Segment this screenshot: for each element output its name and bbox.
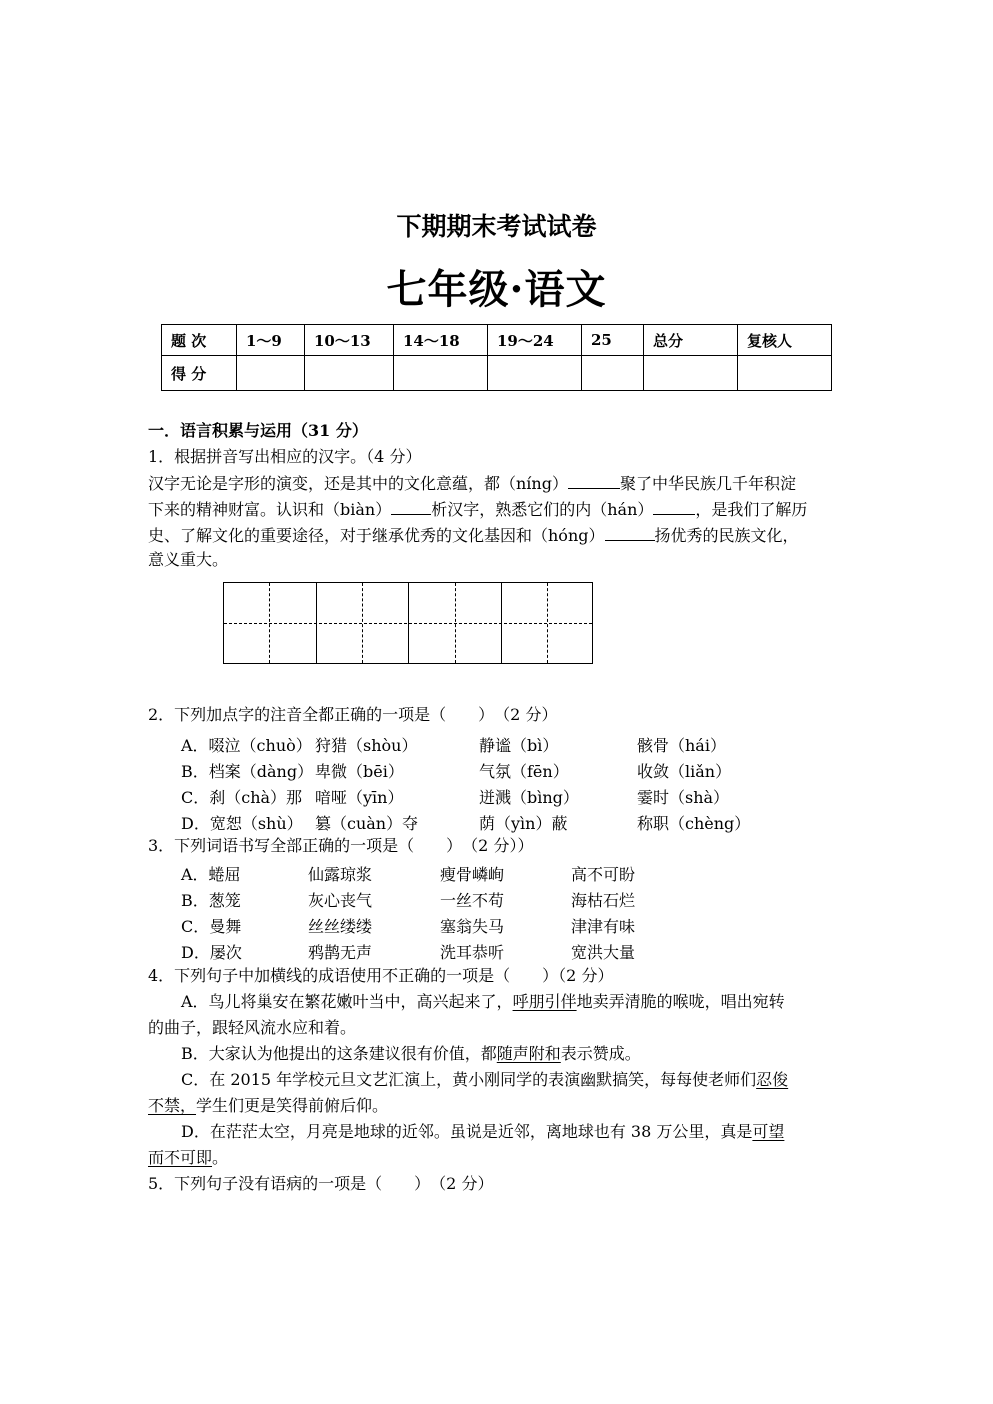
exam-subtitle: 七年级·语文 bbox=[386, 266, 607, 313]
score-cell: 题 次 bbox=[162, 325, 237, 356]
q1-text: ，是我们了解历 bbox=[695, 500, 808, 519]
score-cell: 1～9 bbox=[237, 325, 305, 356]
answer-blank[interactable] bbox=[653, 498, 695, 515]
score-input-cell[interactable] bbox=[237, 356, 305, 391]
option-text: A．鸟儿将巢安在繁花嫩叶当中，高兴起来了， bbox=[181, 992, 513, 1011]
option-item: 卑微（bēi） bbox=[315, 762, 404, 781]
q4-option-c-cont bbox=[148, 1096, 388, 1116]
q1-text: 聚了中华民族几千年积淀 bbox=[619, 474, 796, 493]
underlined-idiom: 可望 bbox=[752, 1122, 785, 1141]
option-item: 骸骨（hái） bbox=[637, 736, 726, 755]
underlined-idiom: 呼朋引伴 bbox=[512, 992, 577, 1011]
writing-grid[interactable] bbox=[223, 582, 593, 664]
score-row-label: 得 分 bbox=[162, 356, 237, 391]
option-item: 收敛（liǎn） bbox=[637, 762, 732, 781]
score-input-cell[interactable] bbox=[738, 356, 832, 391]
score-cell: 复核人 bbox=[738, 325, 832, 356]
option-text: B．大家认为他提出的这条建议很有价值，都 bbox=[181, 1044, 497, 1063]
q1-stem: 1．根据拼音写出相应的汉字。（4 分） bbox=[148, 447, 422, 466]
option-item: D．宽恕（shù） bbox=[181, 814, 303, 833]
option-item: 海枯石烂 bbox=[571, 891, 636, 910]
q5-stem: 5．下列句子没有语病的一项是（ ） （2 分） bbox=[148, 1174, 494, 1193]
option-item: 称职（chèng） bbox=[637, 814, 751, 833]
option-item: B．档案（dàng） bbox=[181, 762, 314, 781]
option-item: 迸溅（bìng） bbox=[479, 788, 579, 807]
q1-line4: 意义重大。 bbox=[148, 550, 229, 569]
answer-blank[interactable] bbox=[568, 472, 620, 489]
option-item: 喑哑（yīn） bbox=[315, 788, 404, 807]
score-cell: 10～13 bbox=[305, 325, 394, 356]
grid-line bbox=[224, 623, 592, 624]
option-text: 。 bbox=[212, 1148, 229, 1167]
answer-blank[interactable] bbox=[391, 498, 431, 515]
option-item: 篡（cuàn）夺 bbox=[315, 814, 419, 833]
score-input-cell[interactable] bbox=[305, 356, 394, 391]
score-cell: 总分 bbox=[644, 325, 738, 356]
option-item: 荫（yìn）蔽 bbox=[479, 814, 568, 833]
exam-title: 下期期末考试试卷 bbox=[396, 212, 597, 241]
option-item: 鸦鹊无声 bbox=[308, 943, 373, 962]
score-table-score-row bbox=[162, 356, 832, 391]
score-input-cell[interactable] bbox=[582, 356, 644, 391]
q1-text: 史、了解文化的重要途径，对于继承优秀的文化基因和（hóng） bbox=[148, 526, 605, 545]
option-item: C．曼舞 bbox=[181, 917, 242, 936]
option-item: 高不可盼 bbox=[571, 865, 636, 884]
option-item: 狩猎（shòu） bbox=[315, 736, 418, 755]
option-text: D．在茫茫太空，月亮是地球的近邻。虽说是近邻，离地球也有 38 万公里，真是 bbox=[181, 1122, 753, 1141]
option-item: 丝丝缕缕 bbox=[308, 917, 373, 936]
q4-stem: 4．下列句子中加横线的成语使用不正确的一项是（ ）（2 分） bbox=[148, 966, 614, 985]
q4-option-d[interactable] bbox=[181, 1122, 784, 1142]
answer-blank[interactable] bbox=[605, 524, 655, 541]
option-item: B．葱笼 bbox=[181, 891, 241, 910]
option-item: 气氛（fēn） bbox=[479, 762, 569, 781]
q3-stem: 3．下列词语书写全部正确的一项是（ ） （2 分）） bbox=[148, 836, 534, 855]
option-item: 仙露琼浆 bbox=[308, 865, 373, 884]
option-item: D．屡次 bbox=[181, 943, 242, 962]
option-text: C．在 2015 年学校元旦文艺汇演上，黄小刚同学的表演幽默搞笑，每每使老师们 bbox=[181, 1070, 757, 1089]
option-text: 学生们更是笑得前俯后仰。 bbox=[196, 1096, 389, 1115]
option-item: 塞翁失马 bbox=[440, 917, 505, 936]
option-item: C．刹（chà）那 bbox=[181, 788, 303, 807]
underlined-idiom: 而不可即 bbox=[148, 1148, 213, 1167]
q4-option-c[interactable] bbox=[181, 1070, 788, 1090]
option-item: A．蜷屈 bbox=[181, 865, 241, 884]
q1-line3 bbox=[148, 524, 799, 546]
q1-text: 汉字无论是字形的演变，还是其中的文化意蕴，都（níng） bbox=[148, 474, 568, 493]
underlined-idiom: 不禁， bbox=[148, 1096, 197, 1115]
q1-line2 bbox=[148, 498, 807, 520]
option-item: 一丝不苟 bbox=[440, 891, 505, 910]
q4-option-a-cont: 的曲子，跟轻风流水应和着。 bbox=[148, 1018, 357, 1037]
underlined-idiom: 忍俊 bbox=[756, 1070, 789, 1089]
score-table-header-row bbox=[162, 325, 832, 356]
score-input-cell[interactable] bbox=[394, 356, 488, 391]
score-cell: 25 bbox=[582, 325, 644, 356]
option-item: 洗耳恭听 bbox=[440, 943, 505, 962]
option-text: 表示赞成。 bbox=[560, 1044, 641, 1063]
option-item: 瘦骨嶙峋 bbox=[440, 865, 505, 884]
score-cell: 14～18 bbox=[394, 325, 488, 356]
option-item: 灰心丧气 bbox=[308, 891, 373, 910]
underlined-idiom: 随声附和 bbox=[496, 1044, 561, 1063]
q2-stem: 2．下列加点字的注音全都正确的一项是（ ） （2 分） bbox=[148, 705, 558, 724]
q1-text: 扬优秀的民族文化， bbox=[654, 526, 799, 545]
q1-line1 bbox=[148, 472, 796, 494]
option-item: 霎时（shà） bbox=[637, 788, 730, 807]
score-input-cell[interactable] bbox=[644, 356, 738, 391]
option-item: A．啜泣（chuò） bbox=[181, 736, 312, 755]
score-cell: 19～24 bbox=[488, 325, 582, 356]
section-heading: 一．语言积累与运用（31 分） bbox=[148, 421, 368, 440]
q4-option-d-cont bbox=[148, 1148, 228, 1168]
option-item: 宽洪大量 bbox=[571, 943, 636, 962]
q4-option-a[interactable] bbox=[181, 992, 785, 1012]
option-item: 静谧（bì） bbox=[479, 736, 559, 755]
q1-text: 析汉字，熟悉它们的内（hán） bbox=[431, 500, 654, 519]
score-table bbox=[161, 324, 832, 391]
q1-text: 下来的精神财富。认识和（biàn） bbox=[148, 500, 392, 519]
q4-option-b[interactable] bbox=[181, 1044, 641, 1064]
score-input-cell[interactable] bbox=[488, 356, 582, 391]
option-item: 津津有味 bbox=[571, 917, 636, 936]
option-text: 地卖弄清脆的喉咙，唱出宛转 bbox=[576, 992, 785, 1011]
